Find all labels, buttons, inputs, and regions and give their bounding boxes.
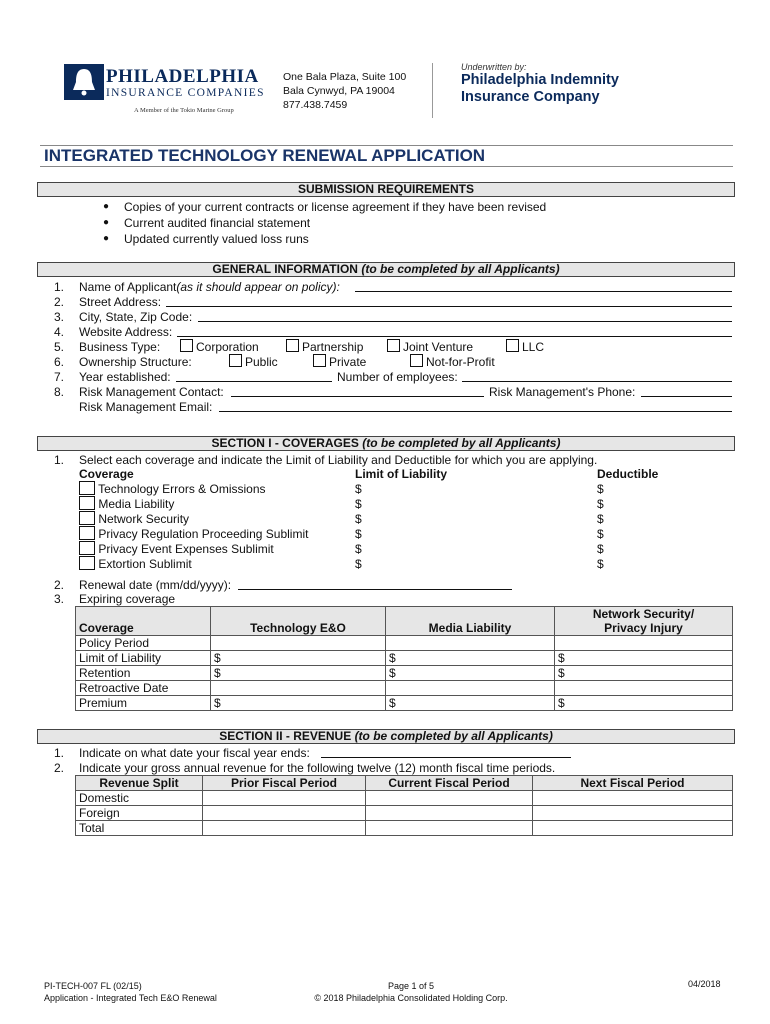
- table-row: Domestic: [76, 791, 733, 806]
- page-title: INTEGRATED TECHNOLOGY RENEWAL APPLICATION: [44, 146, 486, 165]
- coverage-question: Select each coverage and indicate the Limit of Liability and Deductible for which you are applying.: [79, 453, 598, 467]
- revenue-table: [75, 775, 733, 836]
- table-row: Privacy Event Expenses Sublimit $ $: [76, 541, 732, 556]
- risk-email-field[interactable]: [219, 400, 732, 412]
- col-next-period: Next Fiscal Period: [533, 776, 733, 791]
- coverage-checkbox[interactable]: [79, 511, 95, 525]
- renewal-date-field[interactable]: [238, 578, 512, 590]
- website-field[interactable]: [177, 325, 732, 337]
- footer-date: 04/2018: [688, 979, 721, 989]
- limit-field[interactable]: $: [355, 496, 362, 511]
- table-row: Technology Errors & Omissions $ $: [76, 481, 732, 496]
- footer-page-info: Page 1 of 5 © 2018 Philadelphia Consolidated Holding Corp.: [314, 981, 508, 1003]
- col-coverage: Coverage: [76, 607, 211, 636]
- year-established-label: Year established:: [79, 370, 171, 384]
- submission-heading: SUBMISSION REQUIREMENTS: [37, 182, 735, 197]
- table-row: Media Liability $ $: [76, 496, 732, 511]
- website-label: Website Address:: [79, 325, 173, 339]
- limit-field[interactable]: $: [355, 526, 362, 541]
- applicant-name-field[interactable]: [355, 280, 732, 292]
- risk-phone-field[interactable]: [641, 385, 732, 397]
- col-tech-eo: Technology E&O: [211, 607, 386, 636]
- submission-item: Updated currently valued loss runs: [124, 232, 309, 246]
- submission-item: Copies of your current contracts or license agreement if they have been revised: [124, 200, 547, 214]
- checkbox-not-for-profit[interactable]: Not-for-Profit: [410, 354, 495, 369]
- bullet-icon: ●: [103, 201, 110, 212]
- fiscal-year-label: Indicate on what date your fiscal year ends:: [79, 746, 310, 760]
- limit-field[interactable]: $: [355, 541, 362, 556]
- fiscal-year-field[interactable]: [321, 746, 571, 758]
- city-state-zip-label: City, State, Zip Code:: [79, 310, 193, 324]
- col-media-liability: Media Liability: [386, 607, 555, 636]
- col-revenue-split: Revenue Split: [76, 776, 203, 791]
- expiring-coverage-label: Expiring coverage: [79, 592, 176, 606]
- table-row: Premium $ $ $: [76, 696, 733, 711]
- table-row: Foreign: [76, 806, 733, 821]
- checkbox-corporation[interactable]: Corporation: [180, 339, 259, 354]
- limit-field[interactable]: $: [355, 511, 362, 526]
- col-current-period: Current Fiscal Period: [366, 776, 533, 791]
- checkbox-public[interactable]: Public: [229, 354, 278, 369]
- street-address-field[interactable]: [166, 295, 732, 307]
- checkbox-joint-venture[interactable]: Joint Venture: [387, 339, 473, 354]
- table-row: Privacy Regulation Proceeding Sublimit $ $: [76, 526, 732, 541]
- table-row: Retroactive Date: [76, 681, 733, 696]
- company-address: One Bala Plaza, Suite 100 Bala Cynwyd, PA 19004 877.438.7459: [283, 71, 407, 111]
- table-row: Extortion Sublimit $ $: [76, 556, 732, 571]
- coverage-checkbox[interactable]: [79, 496, 95, 510]
- col-network-privacy: Network Security/ Privacy Injury: [555, 607, 733, 636]
- col-limit: Limit of Liability: [355, 467, 447, 481]
- liberty-bell-icon: [64, 64, 104, 100]
- coverage-table: [76, 467, 732, 571]
- section1-heading: SECTION I - COVERAGES (to be completed by all Applicants): [37, 436, 735, 451]
- ownership-label: Ownership Structure:: [79, 355, 192, 369]
- logo-subtitle: INSURANCE COMPANIES: [106, 87, 265, 99]
- table-row: Limit of Liability $ $ $: [76, 651, 733, 666]
- expiring-coverage-table: [75, 606, 733, 711]
- employees-label: Number of employees:: [337, 370, 458, 384]
- revenue-question: Indicate your gross annual revenue for the following twelve (12) month fiscal time periods.: [79, 761, 556, 775]
- col-prior-period: Prior Fiscal Period: [203, 776, 366, 791]
- applicant-name-label: Name of Applicant(as it should appear on policy):: [79, 280, 340, 294]
- header-divider: [432, 63, 433, 118]
- risk-contact-field[interactable]: [231, 385, 484, 397]
- city-state-zip-field[interactable]: [198, 310, 732, 322]
- business-type-label: Business Type:: [79, 340, 161, 354]
- table-row: Total: [76, 821, 733, 836]
- bullet-icon: ●: [103, 217, 110, 228]
- deductible-field[interactable]: $: [597, 511, 604, 526]
- checkbox-llc[interactable]: LLC: [506, 339, 544, 354]
- deductible-field[interactable]: $: [597, 556, 604, 571]
- underwriter-block: Underwritten by: Philadelphia Indemnity Insurance Company: [461, 62, 619, 105]
- logo-name: PHILADELPHIA: [106, 66, 259, 87]
- year-established-field[interactable]: [176, 370, 332, 382]
- table-row: Policy Period: [76, 636, 733, 651]
- risk-contact-label: Risk Management Contact:: [79, 385, 224, 399]
- col-deductible: Deductible: [597, 467, 659, 481]
- deductible-field[interactable]: $: [597, 481, 604, 496]
- coverage-checkbox[interactable]: [79, 481, 95, 495]
- table-row: Retention $ $ $: [76, 666, 733, 681]
- checkbox-partnership[interactable]: Partnership: [286, 339, 363, 354]
- deductible-field[interactable]: $: [597, 526, 604, 541]
- col-coverage: Coverage: [79, 467, 134, 481]
- footer-form-info: PI-TECH-007 FL (02/15) Application - Integrated Tech E&O Renewal: [44, 981, 217, 1003]
- checkbox-private[interactable]: Private: [313, 354, 366, 369]
- risk-phone-label: Risk Management's Phone:: [489, 385, 636, 399]
- company-logo: [64, 64, 264, 120]
- renewal-date-label: Renewal date (mm/dd/yyyy):: [79, 578, 232, 592]
- deductible-field[interactable]: $: [597, 496, 604, 511]
- submission-item: Current audited financial statement: [124, 216, 311, 230]
- table-row: Network Security $ $: [76, 511, 732, 526]
- general-heading: GENERAL INFORMATION (to be completed by all Applicants): [37, 262, 735, 277]
- bullet-icon: ●: [103, 233, 110, 244]
- employees-field[interactable]: [462, 370, 732, 382]
- limit-field[interactable]: $: [355, 556, 362, 571]
- logo-member-text: A Member of the Tokio Marine Group: [134, 107, 234, 114]
- coverage-checkbox[interactable]: [79, 556, 95, 570]
- coverage-checkbox[interactable]: [79, 526, 95, 540]
- coverage-checkbox[interactable]: [79, 541, 95, 555]
- deductible-field[interactable]: $: [597, 541, 604, 556]
- section2-heading: SECTION II - REVENUE (to be completed by all Applicants): [37, 729, 735, 744]
- title-rule-bottom: [40, 166, 733, 167]
- risk-email-label: Risk Management Email:: [79, 400, 213, 414]
- street-address-label: Street Address:: [79, 295, 162, 309]
- limit-field[interactable]: $: [355, 481, 362, 496]
